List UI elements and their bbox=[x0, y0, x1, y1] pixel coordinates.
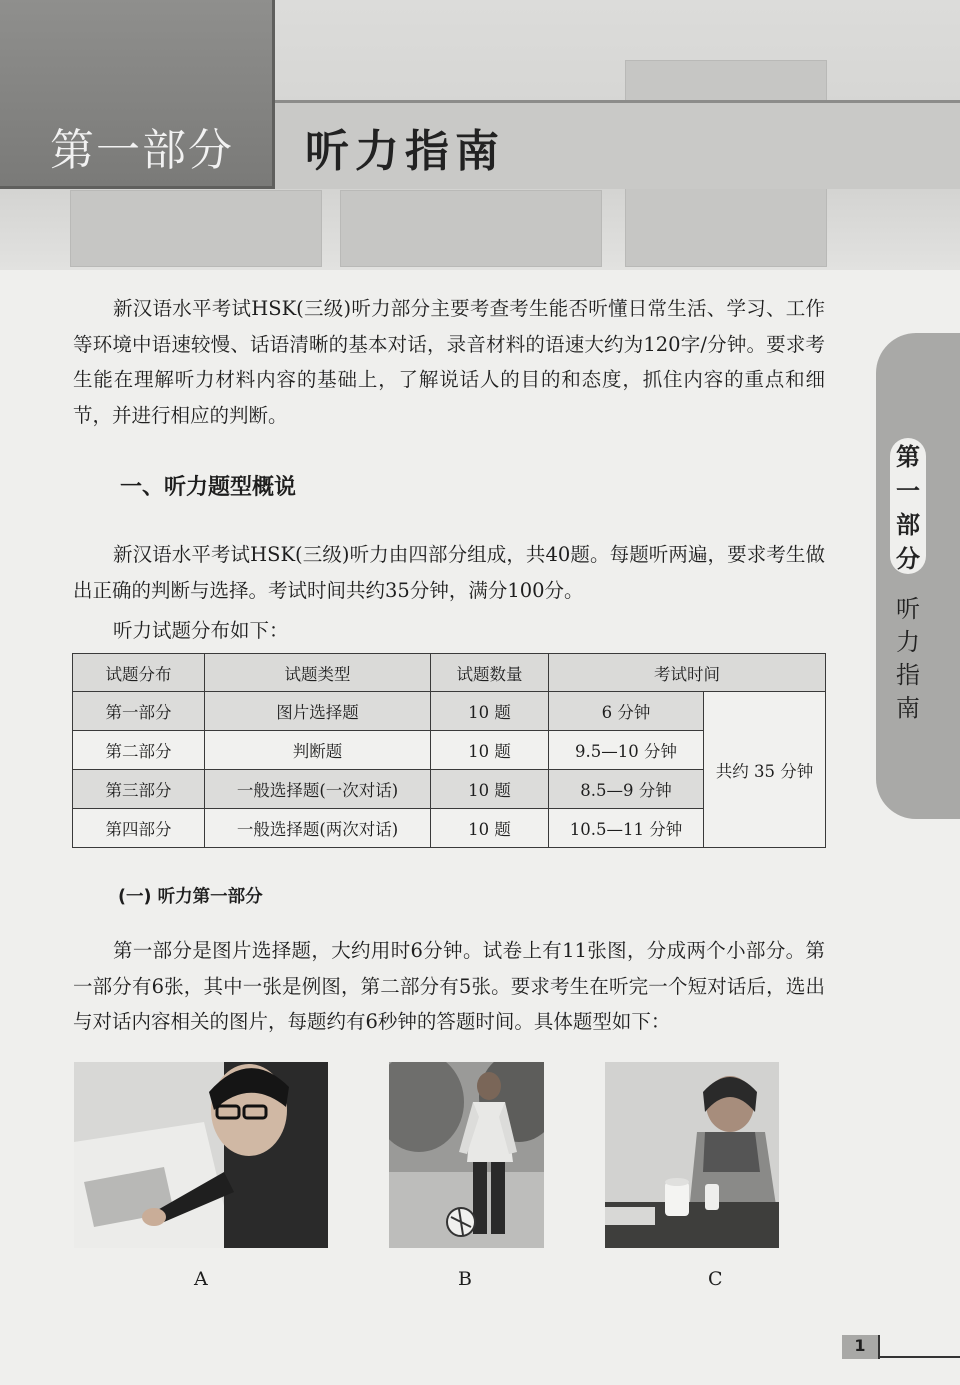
photo-a-illustration bbox=[74, 1062, 328, 1248]
subsection-heading: (一) 听力第一部分 bbox=[118, 887, 263, 907]
header-cell: 考试时间 bbox=[549, 654, 826, 692]
page-number-rule bbox=[880, 1356, 960, 1358]
photo-a bbox=[74, 1062, 328, 1248]
page-number: 1 bbox=[854, 1336, 866, 1355]
cell-type: 一般选择题(一次对话) bbox=[205, 770, 431, 809]
side-tab-part: 第一部分 bbox=[896, 442, 920, 573]
cell-time: 9.5—10 分钟 bbox=[549, 731, 704, 770]
background-image-faded bbox=[70, 190, 322, 267]
side-tab bbox=[876, 333, 960, 819]
section-heading: 一、听力题型概说 bbox=[120, 475, 297, 500]
photo-c-illustration bbox=[605, 1062, 779, 1248]
part-label: 第一部分 bbox=[50, 125, 234, 176]
background-image-faded bbox=[340, 190, 602, 267]
cell-count: 10 题 bbox=[431, 770, 549, 809]
distribution-note: 听力试题分布如下： bbox=[113, 619, 289, 642]
distribution-table bbox=[72, 653, 826, 848]
table-header-row bbox=[73, 654, 826, 692]
header-cell: 试题分布 bbox=[73, 654, 205, 692]
photo-c bbox=[605, 1062, 779, 1248]
cell-part: 第三部分 bbox=[73, 770, 205, 809]
section-paragraph: 新汉语水平考试HSK(三级)听力由四部分组成，共40题。每题听两遍，要求考生做出正确的判断与选择。考试时间共约35分钟，满分100分。 bbox=[73, 543, 825, 602]
cell-count: 10 题 bbox=[431, 809, 549, 848]
header-cell: 试题数量 bbox=[431, 654, 549, 692]
photo-b-illustration bbox=[389, 1062, 544, 1248]
cell-time: 10.5—11 分钟 bbox=[549, 809, 704, 848]
cell-time: 8.5—9 分钟 bbox=[549, 770, 704, 809]
cell-part: 第二部分 bbox=[73, 731, 205, 770]
subsection-paragraph: 第一部分是图片选择题，大约用时6分钟。试卷上有11张图，分成两个小部分。第一部分有6张，其中一张是例图，第二部分有5张。要求考生在听完一个短对话后，选出与对话内容相关的图片，每题约有6秒钟的答题时间。具体题型如下： bbox=[73, 939, 825, 1033]
cell-count: 10 题 bbox=[431, 692, 549, 731]
cell-part: 第一部分 bbox=[73, 692, 205, 731]
photo-b bbox=[389, 1062, 544, 1248]
cell-type: 图片选择题 bbox=[205, 692, 431, 731]
photo-caption: C bbox=[708, 1268, 723, 1290]
chapter-title: 听力指南 bbox=[305, 126, 505, 177]
table-row bbox=[73, 692, 826, 731]
intro-paragraph: 新汉语水平考试HSK(三级)听力部分主要考查考生能否听懂日常生活、学习、工作等环境中语速较慢、话语清晰的基本对话，录音材料的语速大约为120字/分钟。要求考生能在理解听力材料内容的基础上，了解说话人的目的和态度，抓住内容的重点和细节，并进行相应的判断。 bbox=[73, 297, 825, 427]
cell-total-time: 共约 35 分钟 bbox=[704, 692, 826, 848]
cell-part: 第四部分 bbox=[73, 809, 205, 848]
photo-caption: A bbox=[194, 1268, 208, 1290]
cell-time: 6 分钟 bbox=[549, 692, 704, 731]
photo-caption: B bbox=[458, 1268, 472, 1290]
header-cell: 试题类型 bbox=[205, 654, 431, 692]
side-tab-title: 听力指南 bbox=[896, 595, 920, 722]
cell-count: 10 题 bbox=[431, 731, 549, 770]
cell-type: 判断题 bbox=[205, 731, 431, 770]
cell-type: 一般选择题(两次对话) bbox=[205, 809, 431, 848]
